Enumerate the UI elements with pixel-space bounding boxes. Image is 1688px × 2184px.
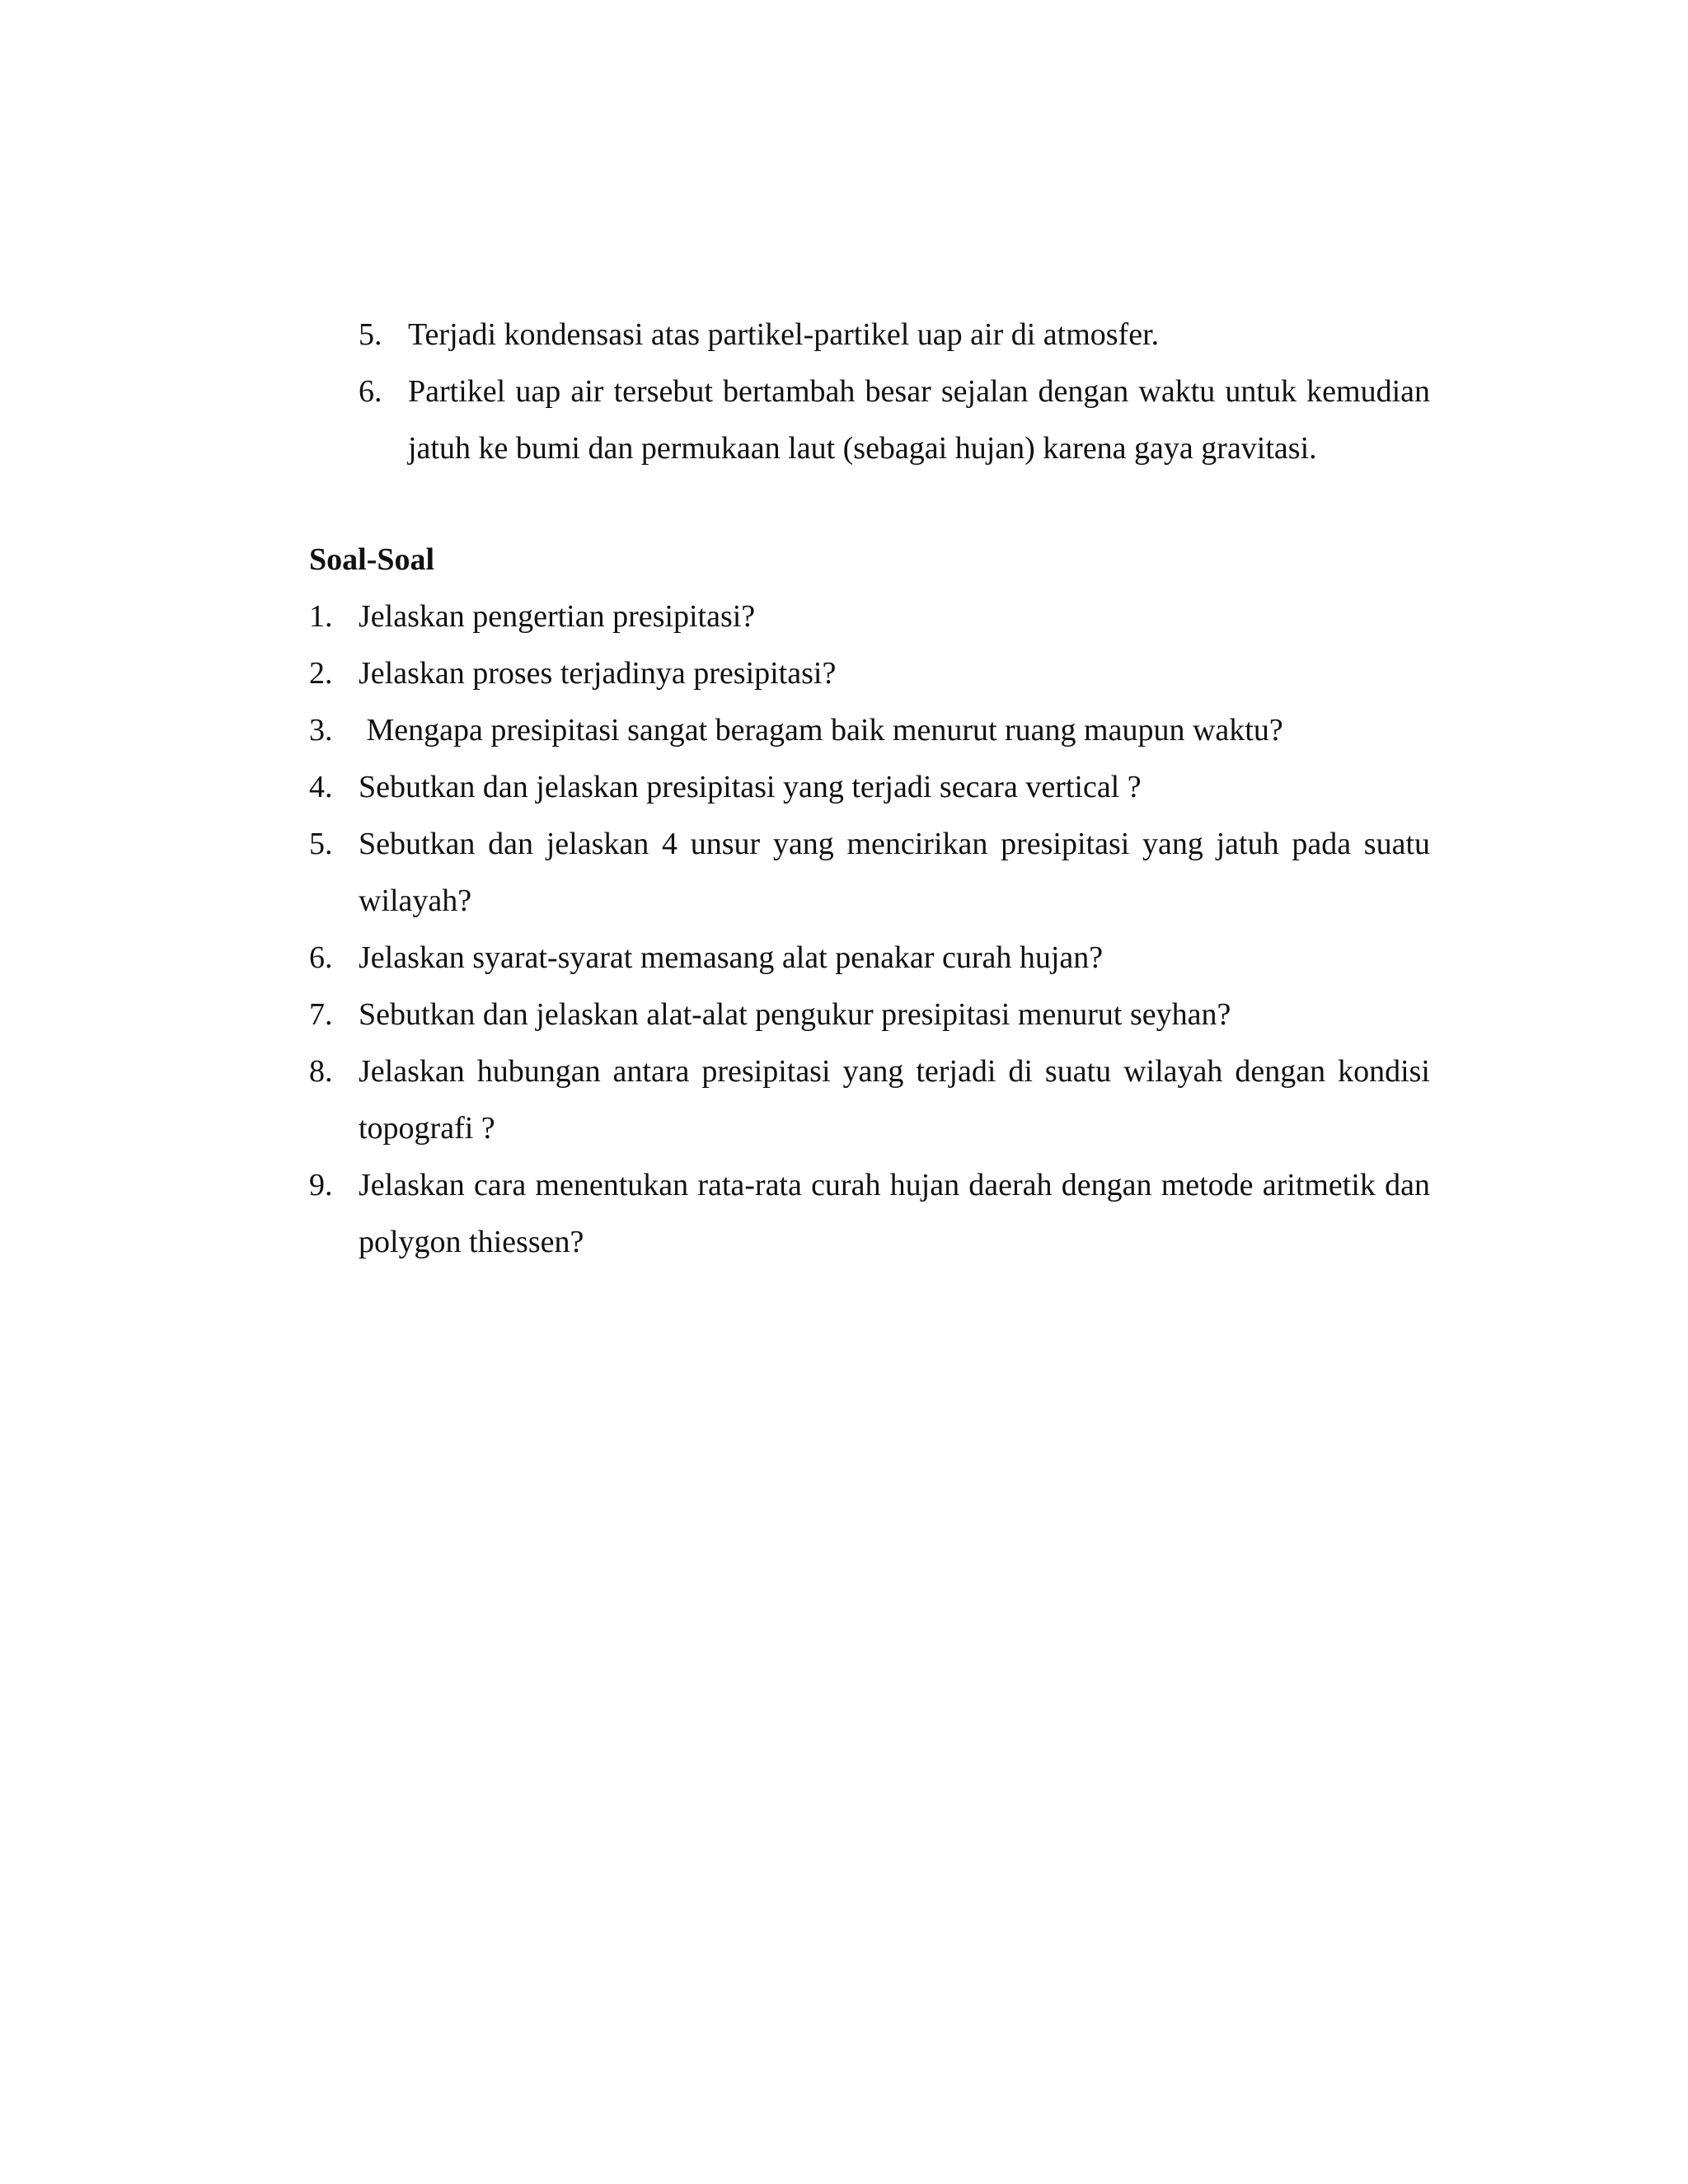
question-item xyxy=(309,987,1430,1043)
continued-list xyxy=(359,307,1430,477)
question-text: Jelaskan hubungan antara presipitasi yang terjadi di suatu wilayah dengan kondisi topografi ? xyxy=(359,1054,1430,1146)
list-item-text: Terjadi kondensasi atas partikel-partikel uap air di atmosfer. xyxy=(408,317,1160,352)
question-item xyxy=(309,816,1430,930)
list-item xyxy=(359,307,1430,363)
question-text: Jelaskan cara menentukan rata-rata curah hujan daerah dengan metode aritmetik dan polygon thiessen? xyxy=(359,1168,1430,1259)
questions-list xyxy=(309,588,1430,1271)
question-item xyxy=(309,759,1430,816)
question-number: 5. xyxy=(309,827,333,861)
list-item-text: Partikel uap air tersebut bertambah besar sejalan dengan waktu untuk kemudian jatuh ke bumi dan permukaan laut (sebagai hujan) karena gaya gravitasi. xyxy=(408,374,1430,466)
question-number: 7. xyxy=(309,997,333,1032)
question-text: Jelaskan proses terjadinya presipitasi? xyxy=(359,656,837,691)
question-text: Mengapa presipitasi sangat beragam baik menurut ruang maupun waktu? xyxy=(359,713,1283,748)
question-number: 1. xyxy=(309,599,333,634)
question-text: Sebutkan dan jelaskan 4 unsur yang mencirikan presipitasi yang jatuh pada suatu wilayah? xyxy=(359,827,1430,918)
question-text: Jelaskan pengertian presipitasi? xyxy=(359,599,756,634)
question-number: 6. xyxy=(309,940,333,975)
document-page xyxy=(309,307,1430,1271)
question-text: Jelaskan syarat-syarat memasang alat penakar curah hujan? xyxy=(359,940,1104,975)
question-item xyxy=(309,1157,1430,1271)
question-item xyxy=(309,702,1430,759)
section-heading: Soal-Soal xyxy=(309,542,435,577)
question-item xyxy=(309,645,1430,702)
question-number: 9. xyxy=(309,1168,333,1202)
question-number: 8. xyxy=(309,1054,333,1089)
list-item-number: 5. xyxy=(359,317,382,352)
question-item xyxy=(309,588,1430,645)
question-item xyxy=(309,930,1430,987)
question-text: Sebutkan dan jelaskan alat-alat pengukur presipitasi menurut seyhan? xyxy=(359,997,1231,1032)
question-number: 4. xyxy=(309,770,333,804)
question-number: 2. xyxy=(309,656,333,691)
question-text: Sebutkan dan jelaskan presipitasi yang terjadi secara vertical ? xyxy=(359,770,1142,804)
question-number: 3. xyxy=(309,713,333,748)
list-item xyxy=(359,363,1430,477)
question-item xyxy=(309,1043,1430,1157)
list-item-number: 6. xyxy=(359,374,382,409)
